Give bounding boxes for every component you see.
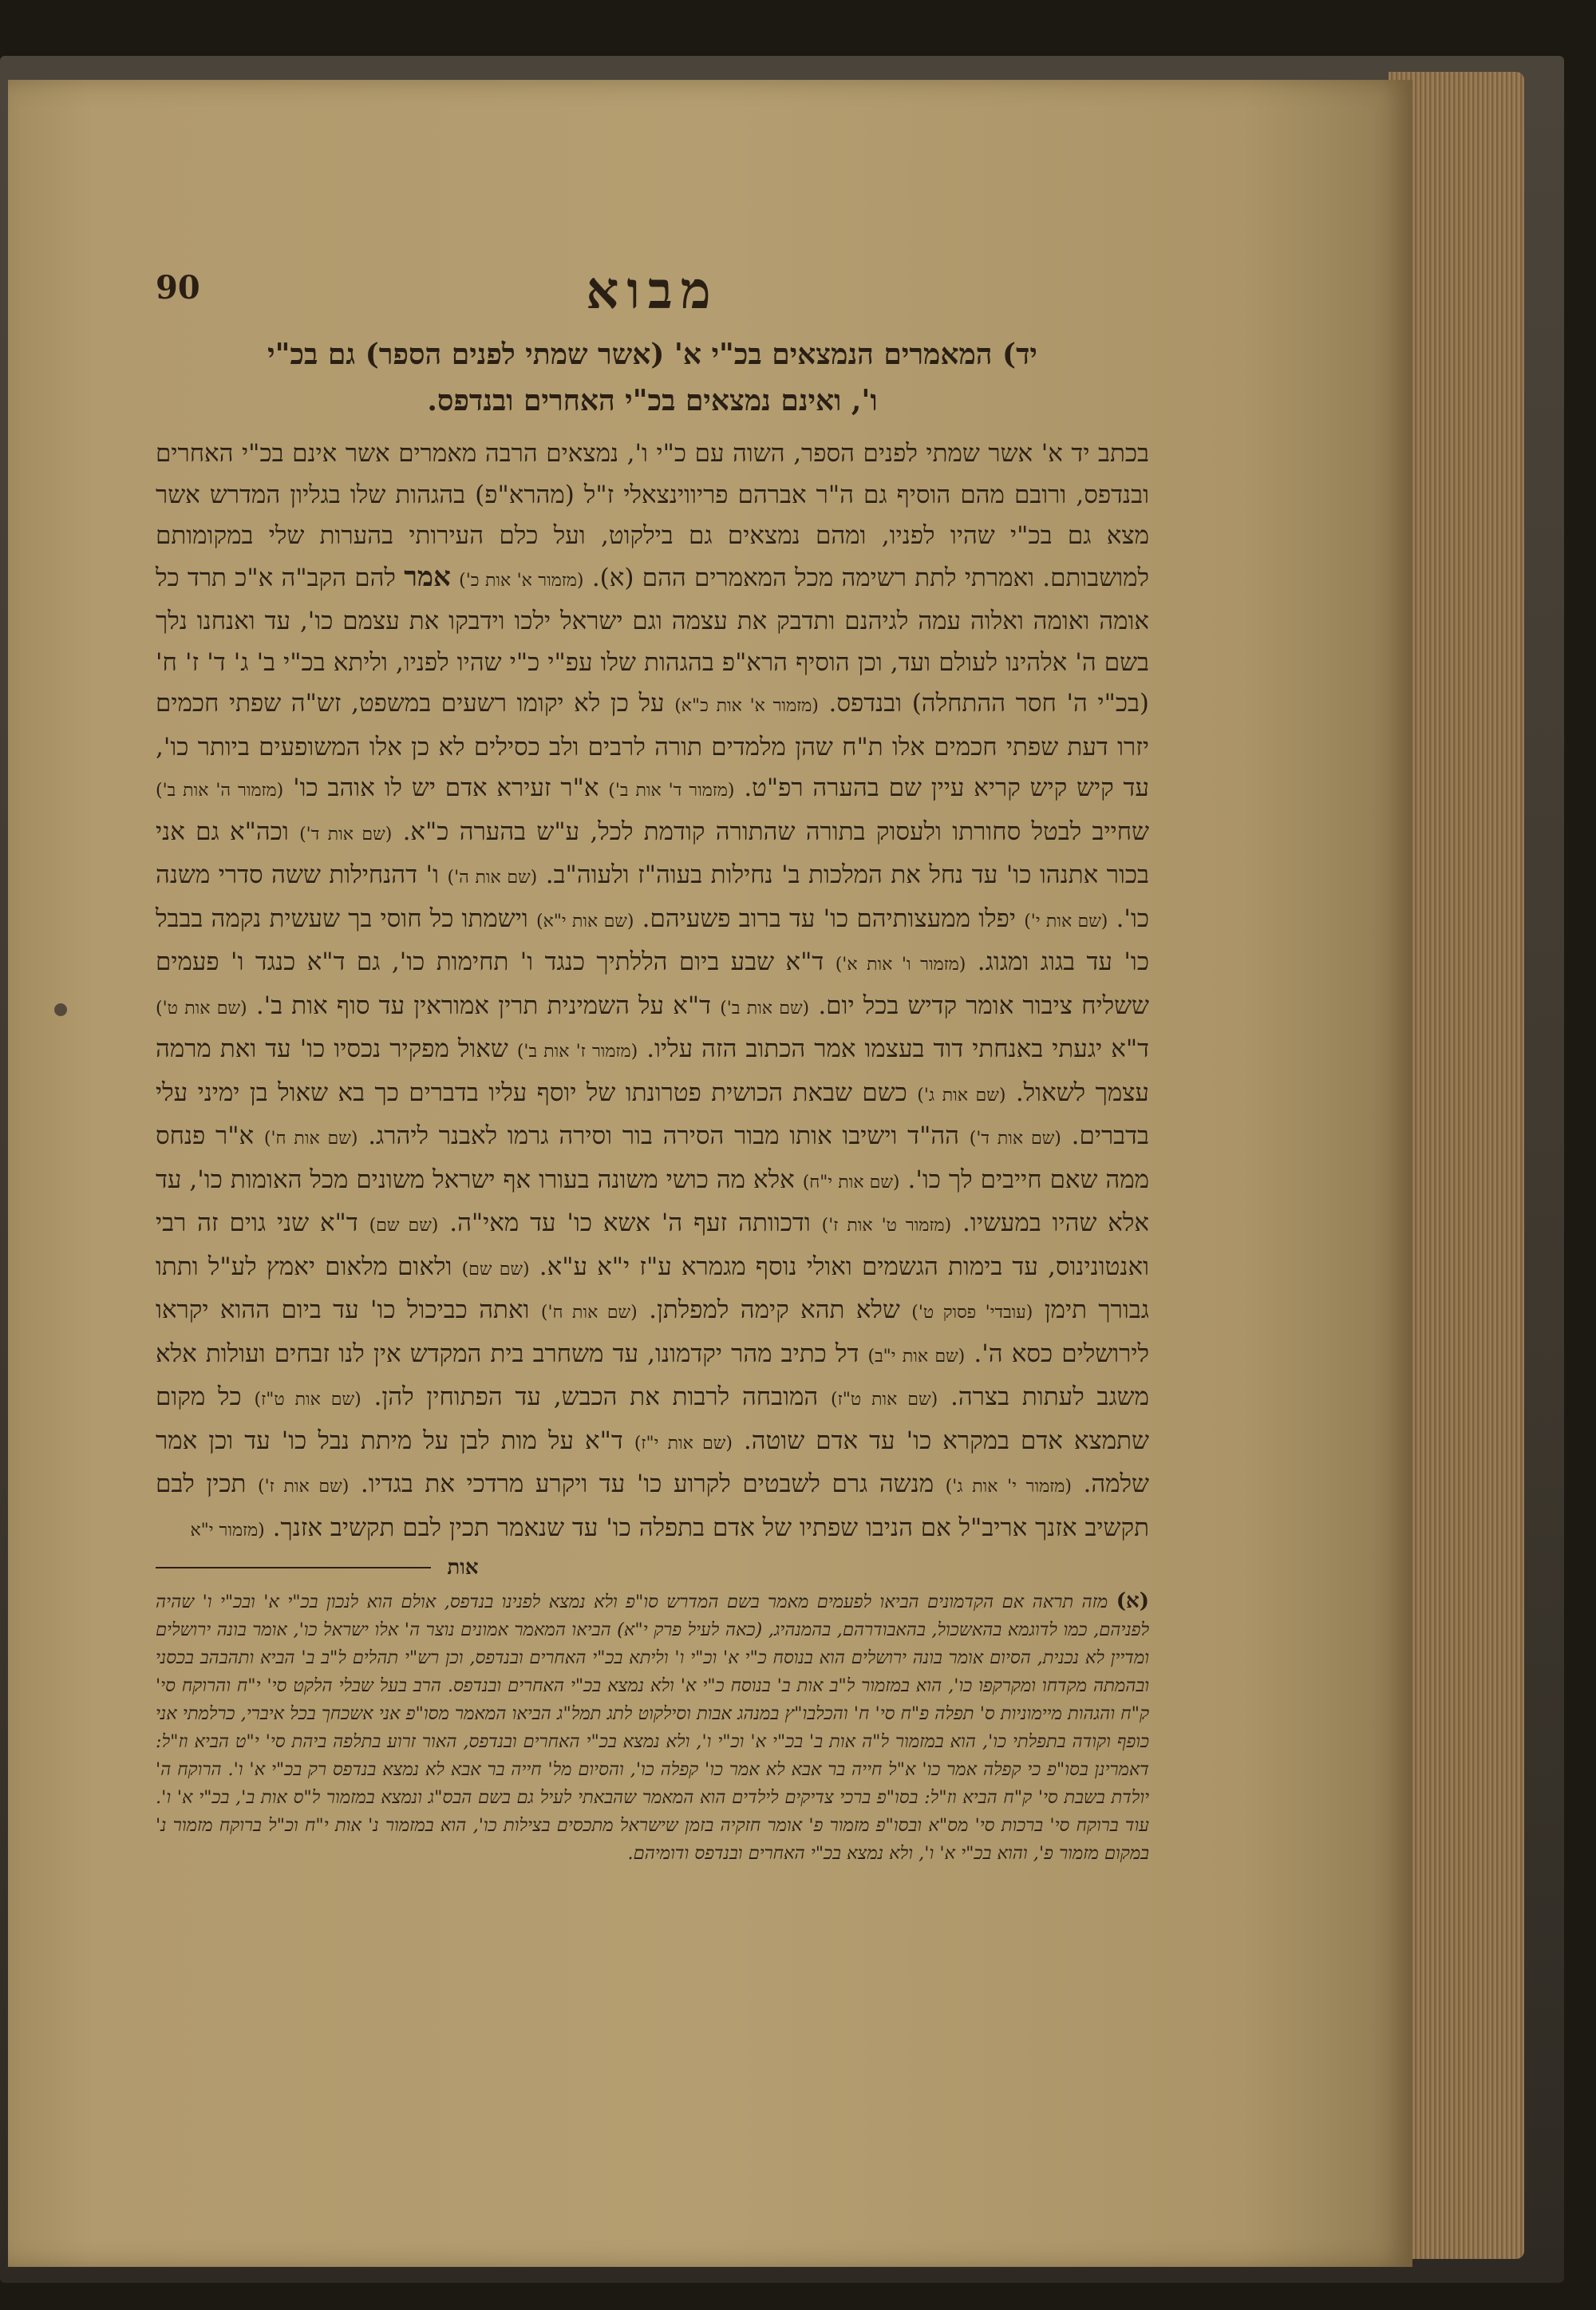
- source-ref: (שם אות ח'): [263, 1129, 358, 1149]
- source-ref: (שם אות ה'): [447, 868, 538, 888]
- source-ref: (עובדי' פסוק ט'): [911, 1303, 1033, 1323]
- excerpt: המובחה לרבות את הכבש, עד הפתוחין להן.: [373, 1382, 819, 1411]
- excerpt: דל כתיב מהר יקדמונו, עד משחרב בית המקדש אין לנו זבחים ועולות אלא משגב לעתות בצרה.: [156, 1339, 1149, 1411]
- footnote-marker: (א): [1116, 1589, 1150, 1613]
- source-ref: (שם שם): [369, 1216, 439, 1236]
- excerpt: ו' דהנחילות ששה סדרי משנה כו'.: [156, 860, 1150, 933]
- excerpt: הה"ד וישיבו אותו מבור הסירה בור וסירה גרמו לאבנר ליהרג.: [368, 1121, 959, 1150]
- source-ref: (שם אות ד'): [299, 824, 393, 844]
- excerpt: תכין לבם תקשיב אזנך אריב"ל אם הניבו שפתיו של אדם בתפלה כו' עד שנאמר תכין לבם תקשיב אזנך.: [156, 1469, 1149, 1542]
- footnote-rule: [156, 1567, 431, 1568]
- excerpt: ואתה כביכול כו' עד ביום ההוא יקראו לירושלים כסא ה'.: [156, 1295, 1149, 1368]
- excerpt: שאול מפקיר נכסיו כו' עד ואת מרמה עצמך לשאול.: [156, 1034, 1149, 1107]
- source-ref: (שם אות ד'): [969, 1129, 1061, 1149]
- footnote-text: מזה תראה אם הקדמונים הביאו לפעמים מאמר בשם המדרש סו"פ ולא נמצא לפנינו בנדפס, אולם הוא לנכון בכ"י א' ובכ"י ו' שהיה לפניהם, כמו לדוגמא בהאשכול, בהאבודרהם, בהמנהיג, (כאה לעיל פרק י"א) הביאו המאמר אמונים נוצר ה' אלו ישראל כו', אומר בונה ירושלים ומדיין לא נכנית, הסיום אומר בונה ירושלים הוא בנוסח כ"י א' וכ"י ו' וליתא בכ"י האחרים ובנדפס, וכן רש"י תהלים ל"ב ב' הביא ותהבהב בכסני ובהמתה מקדחו ומקרקפו כו', הוא במזמור ל"ב אות ב' בנוסח כ"י א' ולא נמצא בכ"י האחרים ובנדפס. הרב בעל שבלי הלקט סי' י"ח והרוקח סי' ק"ח והגהות מיימוניות ס' תפלה פ"ח סי' ח' והכלבו"ץ במנהג אבות וסילקוט לתג תמל"ג הביאו המאמר מסו"פ אני אשכחך בכל איברי, כרלמתי אני כופף וקודה בתפלתי כו', הוא במזמור ל"ה אות ב' בכ"י א' וכ"י ו', ולא נמצא בכ"י האחרים ובנדפס, האור זרוע בתלפה ביהת סי' י"ט הביא וז"ל: דאמרינן בסו"פ כי קפלה אמר כו' א"ל חייה בר אבא לא אמר כו' קפלה כו', והסיום מל' חייה בר אבא לא נמצא בנדפס רק בכ"י א' ו'. הרוקח ה' יולדת בשבת סי' ק"ח הביא וז"ל: בסו"פ ברכי צדיקים לילדים הוא המאמר שהבאתי לעיל גם בשם הבס"ג ונמצא במזמור ל"ס אות ב', בכ"י א' ו'. עוד ברוקח סי' ברכות סי' מס"א ובסו"פ מזמור פ' אומר חזקיה בזמן שישראל מתכסים בצילות כו', הוא במזמור נ' אות י"ח וכ"ל ברוקח מזמור נ' במקום מזמור פ', והוא בכ"י א' ו', ולא נמצא בכ"י האחרים ובנדפס ודומיהם.: [156, 1592, 1149, 1864]
- excerpt: ד"א שני גוים זה רבי ואנטונינוס, עד בימות הגשמים ואולי נוסף מגמרא ע"ז י"א ע"א.: [156, 1208, 1149, 1281]
- source-ref: (שם אות י"ח): [802, 1172, 900, 1193]
- book-page: [8, 80, 1412, 2267]
- excerpt: ד"א על מות לבן על מיתת נבל כו' עד וכן אמר שלמה.: [156, 1426, 1149, 1498]
- excerpt: ודכוותה זעף ה' אשא כו' עד מאי"ה.: [449, 1208, 811, 1237]
- source-ref: (מזמור ז' אות ב'): [516, 1042, 638, 1062]
- source-ref: (שם אות י"ז): [634, 1433, 733, 1454]
- source-ref: (שם אות ב'): [720, 998, 810, 1019]
- source-ref: (שם אות ח'): [540, 1303, 638, 1323]
- source-ref: (מזמור ד' אות ב'): [608, 781, 735, 801]
- body-text: [156, 433, 1149, 1551]
- section-heading-line1: יד) המאמרים הנמצאים בכ"י א' (אשר שמתי לפנים הספר) גם בכ"י: [267, 338, 1037, 371]
- source-ref: (מזמור א' אות כ"א): [674, 696, 819, 716]
- source-ref: (שם אות ט"ז): [254, 1390, 361, 1410]
- source-ref: (שם שם): [461, 1259, 530, 1280]
- excerpt: ולאום מלאום יאמץ לע"ל ותתו גבורך תימן: [156, 1252, 1149, 1324]
- excerpt: א"ר פנחס ממה שאם חייבים לך כו'.: [156, 1121, 1150, 1194]
- section-heading-line2: ו', ואינם נמצאים בכ"י האחרים ובנדפס.: [427, 384, 878, 417]
- source-ref: (מזמור ט' אות ז'): [821, 1216, 952, 1236]
- excerpt: אלא מה כושי משונה בעורו אף ישראל משונים מכל האומות כו', עד אלא שהיו במעשיו.: [156, 1165, 1149, 1237]
- source-ref: (שם אות י"ב): [867, 1346, 966, 1367]
- section-heading: [156, 331, 1149, 424]
- excerpt: וכה"א גם אני בכור אתנהו כו' עד נחל את המלכות ב' נחילות בעוה"ז ולעוה"ב.: [156, 817, 1149, 889]
- page-header: [156, 251, 1149, 331]
- source-ref: (שם אות ט"ז): [831, 1390, 938, 1410]
- excerpt: כשם שבאת הכושית פטרונתו של יוסף עליו בדברים כך בא שאול בן ימיני עלי בדברים.: [156, 1078, 1149, 1150]
- lead-word: אמר: [404, 560, 451, 593]
- excerpt: שחייב לבטל סחורתו ולעסוק בתורה שהתורה קודמת לכל, ע"ש בהערה כ"א.: [402, 817, 1150, 846]
- source-ref: (שם אות ג'): [917, 1085, 1006, 1106]
- excerpt: שלא תהא קימה למפלתן.: [649, 1295, 900, 1324]
- source-ref: (מזמור י"א: [190, 1520, 265, 1541]
- source-ref: (שם אות י'): [1024, 911, 1108, 932]
- excerpt: להם הקב"ה א"כ תרד כל אומה ואומה ואלוה עמה לגיהנם ותדבק את עצמה וגם ישראל ילכו וידבקו את עצמם כו', עד ואנחנו נלך בשם ה' אלהינו לעולם ועד, וכן הוסיף הרא"פ בהגהות שלו עפ"י כ"י שהיו לפניו, וליתא בכ"י ב' ג' ד' ז' ח' (בכ"י ה' חסר ההתחלה) ובנדפס.: [156, 563, 1150, 718]
- excerpt: מנשה גרם לשבטים לקרוע כו' עד ויקרע מרדכי את בגדיו.: [360, 1469, 934, 1498]
- excerpt: כל מקום שתמצא אדם במקרא כו' עד אדם שוטה.: [156, 1382, 1149, 1455]
- excerpt: ד"א יגעתי באנחתי דוד בעצמו אמר הכתוב הזה עליו.: [646, 1034, 1149, 1063]
- excerpt: ד"א על השמינית תרין אמוראין עד סוף אות ב'.: [255, 991, 712, 1020]
- source-ref: (מזמור ו' אות א'): [835, 955, 966, 975]
- paper-spot: [54, 1003, 67, 1016]
- source-ref: (שם אות ט'): [156, 998, 247, 1019]
- page-content: [156, 251, 1149, 1868]
- page-number: 90: [156, 269, 200, 307]
- excerpt: וישמתו כל חוסי בך שעשית נקמה בבבל כו' עד בגוג ומגוג.: [156, 904, 1149, 976]
- page-title: מבוא: [586, 261, 719, 321]
- source-ref: (מזמור י' אות ג'): [945, 1477, 1072, 1497]
- excerpt: על כן לא יקומו רשעים במשפט, זש"ה שפתי חכמים יזרו דעת שפתי חכמים אלו ת"ח שהן מלמדים תורה לרבים ולב כסילים לא כן אלו המשופעים ביותר כו', עד קיש קיש קריא עיין שם בהערה רפ"ט.: [156, 689, 1149, 802]
- source-ref: (מזמור א' אות כ'): [459, 570, 584, 591]
- source-ref: (שם אות י"א): [536, 911, 634, 932]
- excerpt: ד"א שבע ביום הללתיך כנגד ו' תחימות כו', גם ד"א כנגד ו' פעמים ששליח ציבור אומר קדיש בכל יום.: [156, 947, 1149, 1020]
- intro-paragraph: בכתב יד א' אשר שמתי לפנים הספר, השוה עם כ"י ו', נמצאים הרבה מאמרים אשר אינם בכ"י האחרים ובנדפס, ורובם מהם הוסיף גם ה"ר אברהם פריווינצאלי ז"ל (מהרא"פ) בהגהות שלו בגליון המדרש אשר מצא גם בכ"י שהיו לפניו, ומהם נמצאים גם בילקוט, ועל כלם העירותי בהערות שלי במקומותם למושבותם. ואמרתי לתת רשימה מכל המאמרים ההם (א).: [156, 439, 1150, 592]
- excerpt: א"ר זעירא אדם יש לו אוהב כו': [293, 773, 599, 802]
- source-ref: (מזמור ה' אות ב'): [156, 781, 284, 801]
- excerpt: יפלו ממעצותיהם כו' עד ברוב פשעיהם.: [642, 904, 1017, 933]
- source-ref: (שם אות ז'): [258, 1477, 350, 1497]
- footnote: [156, 1588, 1149, 1868]
- catchword: אות: [447, 1556, 479, 1580]
- footnote-separator: [156, 1556, 1149, 1581]
